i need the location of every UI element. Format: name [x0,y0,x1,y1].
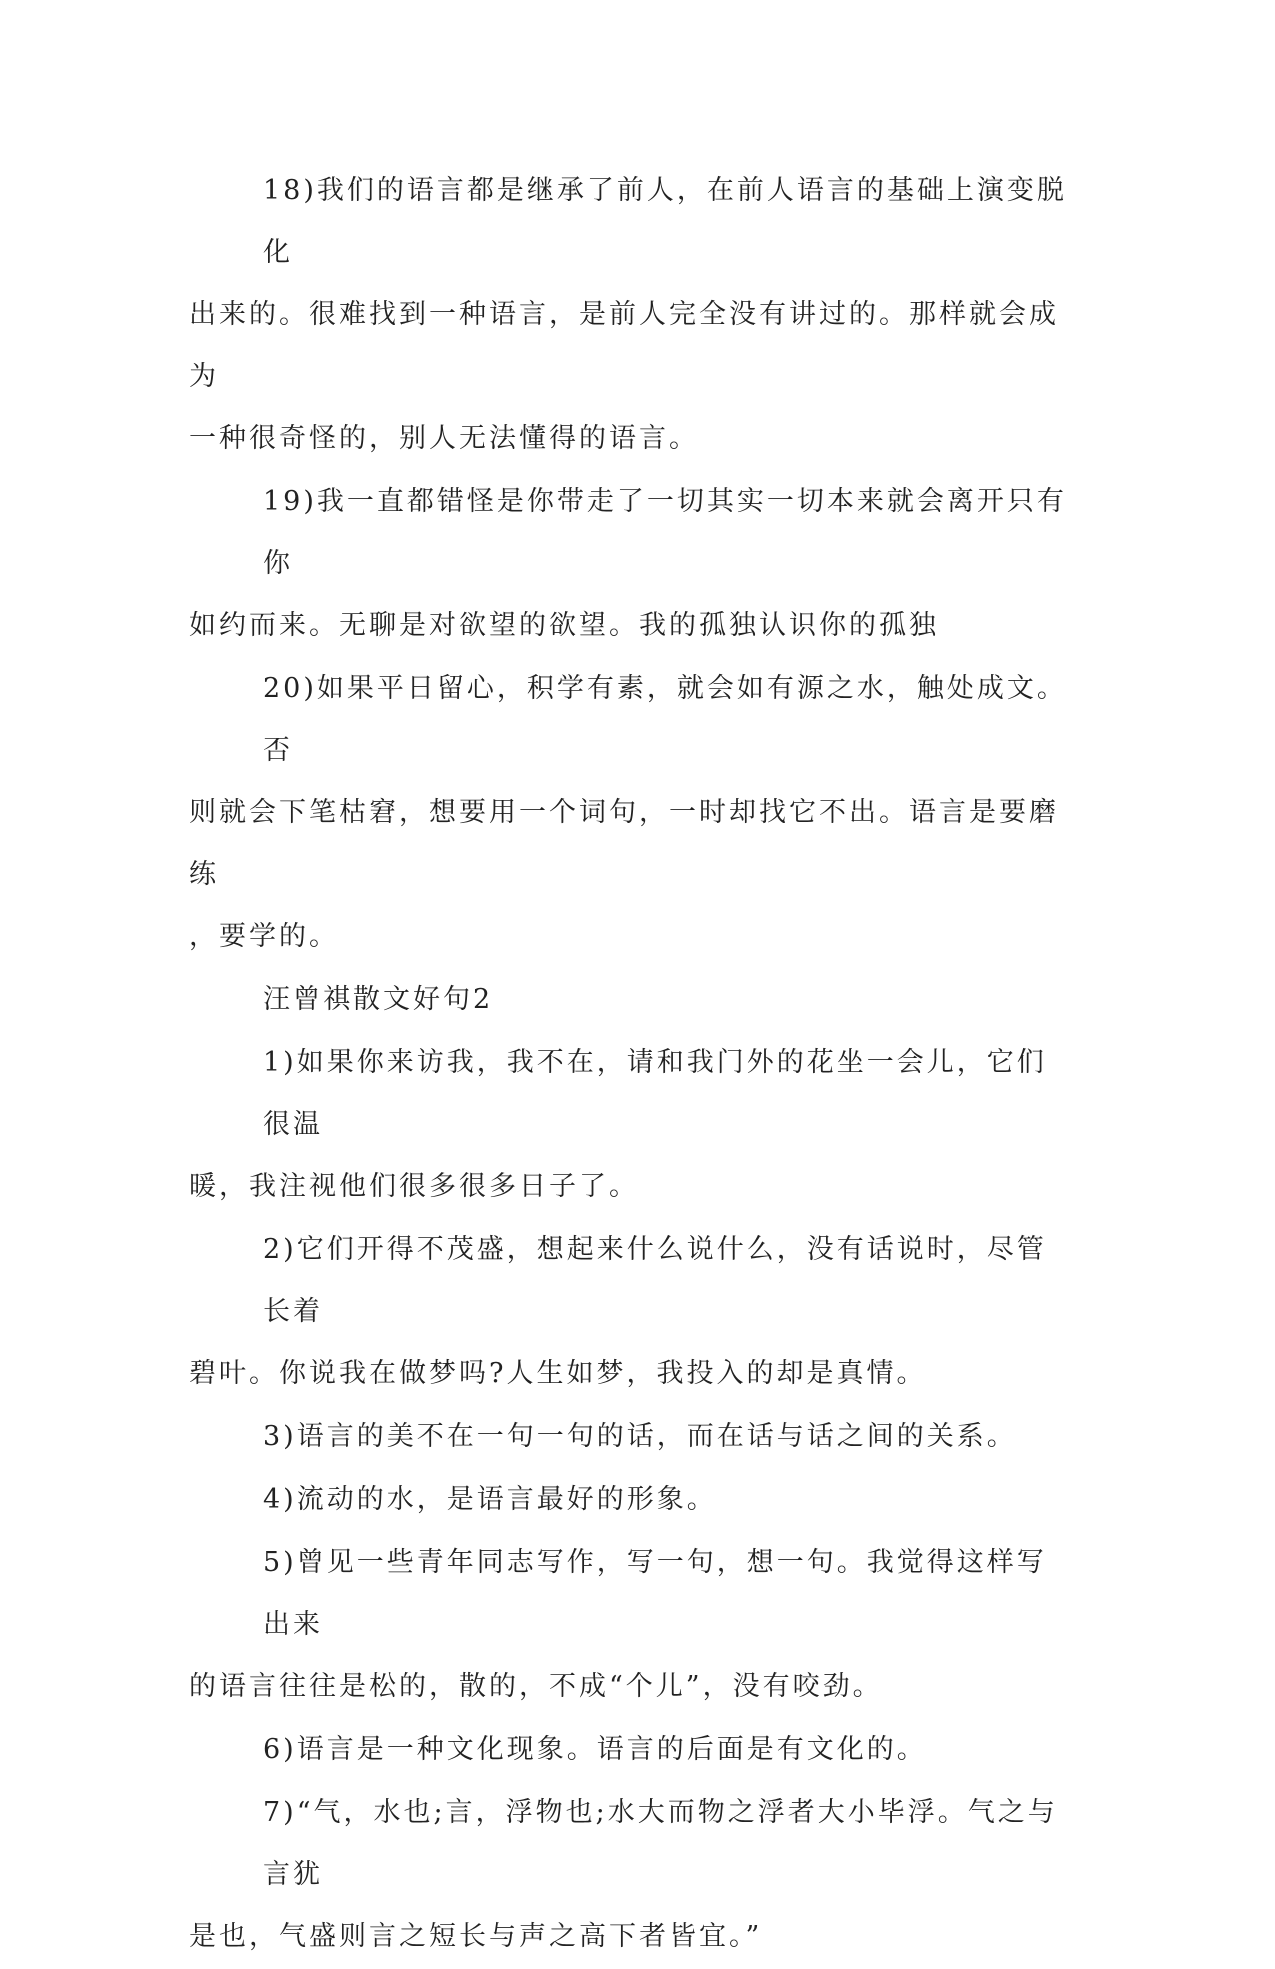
paragraph-line: 2)它们开得不茂盛，想起来什么说什么，没有话说时，尽管长着 [263,1234,1047,1327]
paragraph-line: 则就会下笔枯窘，想要用一个词句，一时却找它不出。语言是要磨练 [189,797,1059,890]
paragraph-line: 暖，我注视他们很多很多日子了。 [189,1171,639,1202]
quote-7 [189,1782,1069,1968]
paragraph-line: 19)我一直都错怪是你带走了一切其实一切本来就会离开只有你 [263,486,1067,579]
quote-3 [189,1406,1069,1468]
paragraph-line: 7)“气，水也;言，浮物也;水大而物之浮者大小毕浮。气之与言犹 [263,1797,1058,1890]
section-heading [189,969,1069,1031]
paragraph-19 [189,471,1069,657]
paragraph-line: 的语言往往是松的，散的，不成“个儿”，没有咬劲。 [189,1671,883,1702]
paragraph-line: 出来的。很难找到一种语言，是前人完全没有讲过的。那样就会成为 [189,299,1059,392]
paragraph-line: 1)如果你来访我，我不在，请和我门外的花坐一会儿，它们很温 [263,1047,1047,1140]
paragraph-line: 碧叶。你说我在做梦吗?人生如梦，我投入的却是真情。 [189,1358,927,1389]
quote-5 [189,1532,1069,1718]
quote-6 [189,1719,1069,1781]
paragraph-line: 5)曾见一些青年同志写作，写一句，想一句。我觉得这样写出来 [263,1547,1047,1640]
paragraph-line: 一种很奇怪的，别人无法懂得的语言。 [189,423,699,454]
paragraph-line: 3)语言的美不在一句一句的话，而在话与话之间的关系。 [263,1421,1017,1452]
paragraph-line: 是也，气盛则言之短长与声之高下者皆宜。” [189,1921,763,1952]
paragraph-line: 6)语言是一种文化现象。语言的后面是有文化的。 [263,1734,927,1765]
quote-4 [189,1469,1069,1531]
paragraph-20 [189,658,1069,968]
paragraph-18 [189,160,1069,470]
paragraph-line: 18)我们的语言都是继承了前人，在前人语言的基础上演变脱化 [263,175,1067,268]
quote-1 [189,1032,1069,1218]
paragraph-line: 如约而来。无聊是对欲望的欲望。我的孤独认识你的孤独 [189,610,939,641]
paragraph-line: 20)如果平日留心，积学有素，就会如有源之水，触处成文。否 [263,673,1067,766]
paragraph-line: 4)流动的水，是语言最好的形象。 [263,1484,717,1515]
paragraph-line: ，要学的。 [189,921,339,952]
section-heading-text: 汪曾祺散文好句2 [263,984,494,1015]
quote-2 [189,1219,1069,1405]
document-body [189,160,1069,1969]
